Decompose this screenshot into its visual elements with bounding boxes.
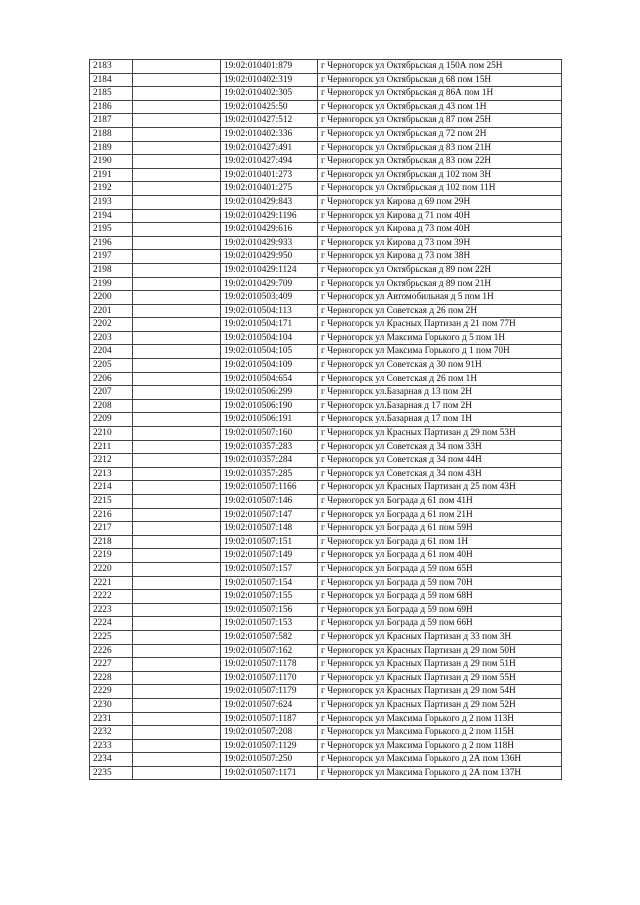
row-number-cell: 2220 bbox=[90, 562, 133, 576]
table-row bbox=[90, 481, 562, 495]
table-row bbox=[90, 386, 562, 400]
address-cell: г Черногорск ул Октябрьская д 43 пом 1Н bbox=[318, 100, 562, 114]
row-number-cell: 2212 bbox=[90, 454, 133, 468]
cadastral-number-cell: 19:02:010427:512 bbox=[221, 114, 318, 128]
empty-cell bbox=[133, 331, 221, 345]
table-row bbox=[90, 250, 562, 264]
row-number-cell: 2184 bbox=[90, 73, 133, 87]
cadastral-number-cell: 19:02:010506:190 bbox=[221, 399, 318, 413]
cadastral-number-cell: 19:02:010507:156 bbox=[221, 603, 318, 617]
cadastral-number-cell: 19:02:010507:1187 bbox=[221, 712, 318, 726]
empty-cell bbox=[133, 155, 221, 169]
address-cell: г Черногорск ул Максима Горького д 2 пом 113Н bbox=[318, 712, 562, 726]
table-row bbox=[90, 508, 562, 522]
table-row bbox=[90, 195, 562, 209]
address-cell: г Черногорск ул Советская д 26 пом 1Н bbox=[318, 372, 562, 386]
empty-cell bbox=[133, 698, 221, 712]
address-cell: г Черногорск ул Кирова д 73 пом 40Н bbox=[318, 223, 562, 237]
table-row bbox=[90, 141, 562, 155]
table-row bbox=[90, 277, 562, 291]
table-row bbox=[90, 413, 562, 427]
table-row bbox=[90, 590, 562, 604]
address-cell: г Черногорск ул Красных Партизан д 29 пом 54Н bbox=[318, 685, 562, 699]
table-row bbox=[90, 576, 562, 590]
cadastral-number-cell: 19:02:010402:319 bbox=[221, 73, 318, 87]
row-number-cell: 2192 bbox=[90, 182, 133, 196]
empty-cell bbox=[133, 685, 221, 699]
address-cell: г Черногорск ул Октябрьская д 102 пом 3Н bbox=[318, 168, 562, 182]
cadastral-number-cell: 19:02:010504:109 bbox=[221, 359, 318, 373]
row-number-cell: 2207 bbox=[90, 386, 133, 400]
address-cell: г Черногорск ул Бограда д 59 пом 70Н bbox=[318, 576, 562, 590]
address-cell: г Черногорск ул.Базарная д 17 пом 2Н bbox=[318, 399, 562, 413]
empty-cell bbox=[133, 726, 221, 740]
cadastral-number-cell: 19:02:010401:273 bbox=[221, 168, 318, 182]
table-row bbox=[90, 155, 562, 169]
empty-cell bbox=[133, 440, 221, 454]
empty-cell bbox=[133, 671, 221, 685]
empty-cell bbox=[133, 427, 221, 441]
table-row bbox=[90, 630, 562, 644]
empty-cell bbox=[133, 209, 221, 223]
cadastral-number-cell: 19:02:010507:250 bbox=[221, 753, 318, 767]
cadastral-number-cell: 19:02:010427:494 bbox=[221, 155, 318, 169]
table-row bbox=[90, 766, 562, 780]
row-number-cell: 2193 bbox=[90, 195, 133, 209]
row-number-cell: 2213 bbox=[90, 467, 133, 481]
table-row bbox=[90, 427, 562, 441]
cadastral-number-cell: 19:02:010507:582 bbox=[221, 630, 318, 644]
cadastral-number-cell: 19:02:010507:1170 bbox=[221, 671, 318, 685]
table-row bbox=[90, 399, 562, 413]
address-cell: г Черногорск ул Октябрьская д 72 пом 2Н bbox=[318, 127, 562, 141]
address-cell: г Черногорск ул Бограда д 59 пом 69Н bbox=[318, 603, 562, 617]
row-number-cell: 2187 bbox=[90, 114, 133, 128]
empty-cell bbox=[133, 590, 221, 604]
empty-cell bbox=[133, 467, 221, 481]
empty-cell bbox=[133, 413, 221, 427]
empty-cell bbox=[133, 304, 221, 318]
row-number-cell: 2224 bbox=[90, 617, 133, 631]
table-row bbox=[90, 223, 562, 237]
row-number-cell: 2229 bbox=[90, 685, 133, 699]
row-number-cell: 2205 bbox=[90, 359, 133, 373]
table-row bbox=[90, 304, 562, 318]
address-cell: г Черногорск ул Бограда д 61 пом 59Н bbox=[318, 522, 562, 536]
empty-cell bbox=[133, 766, 221, 780]
row-number-cell: 2228 bbox=[90, 671, 133, 685]
cadastral-number-cell: 19:02:010507:153 bbox=[221, 617, 318, 631]
empty-cell bbox=[133, 481, 221, 495]
empty-cell bbox=[133, 250, 221, 264]
table-row bbox=[90, 454, 562, 468]
empty-cell bbox=[133, 291, 221, 305]
address-cell: г Черногорск ул Максима Горького д 2 пом 115Н bbox=[318, 726, 562, 740]
table-row bbox=[90, 209, 562, 223]
empty-cell bbox=[133, 603, 221, 617]
cadastral-number-cell: 19:02:010504:104 bbox=[221, 331, 318, 345]
table-row bbox=[90, 291, 562, 305]
address-cell: г Черногорск ул Октябрьская д 102 пом 11Н bbox=[318, 182, 562, 196]
cadastral-number-cell: 19:02:010427:491 bbox=[221, 141, 318, 155]
row-number-cell: 2189 bbox=[90, 141, 133, 155]
empty-cell bbox=[133, 182, 221, 196]
empty-cell bbox=[133, 263, 221, 277]
empty-cell bbox=[133, 236, 221, 250]
table-row bbox=[90, 549, 562, 563]
address-cell: г Черногорск ул Максима Горького д 2А пом 137Н bbox=[318, 766, 562, 780]
address-cell: г Черногорск ул Кирова д 73 пом 39Н bbox=[318, 236, 562, 250]
empty-cell bbox=[133, 576, 221, 590]
address-cell: г Черногорск ул Октябрьская д 89 пом 22Н bbox=[318, 263, 562, 277]
cadastral-number-cell: 19:02:010507:149 bbox=[221, 549, 318, 563]
table-row bbox=[90, 603, 562, 617]
empty-cell bbox=[133, 739, 221, 753]
cadastral-number-cell: 19:02:010401:275 bbox=[221, 182, 318, 196]
table-row bbox=[90, 73, 562, 87]
address-cell: г Черногорск ул Красных Партизан д 33 пом 3Н bbox=[318, 630, 562, 644]
table-row bbox=[90, 685, 562, 699]
address-cell: г Черногорск ул Советская д 30 пом 91Н bbox=[318, 359, 562, 373]
table-row bbox=[90, 440, 562, 454]
table-row bbox=[90, 127, 562, 141]
row-number-cell: 2225 bbox=[90, 630, 133, 644]
address-cell: г Черногорск ул Красных Партизан д 21 пом 77Н bbox=[318, 318, 562, 332]
row-number-cell: 2185 bbox=[90, 87, 133, 101]
cadastral-number-cell: 19:02:010429:843 bbox=[221, 195, 318, 209]
empty-cell bbox=[133, 60, 221, 74]
empty-cell bbox=[133, 535, 221, 549]
cadastral-number-cell: 19:02:010425:50 bbox=[221, 100, 318, 114]
cadastral-number-cell: 19:02:010401:879 bbox=[221, 60, 318, 74]
address-cell: г Черногорск ул Красных Партизан д 29 пом 52Н bbox=[318, 698, 562, 712]
row-number-cell: 2186 bbox=[90, 100, 133, 114]
cadastral-number-cell: 19:02:010507:1129 bbox=[221, 739, 318, 753]
row-number-cell: 2203 bbox=[90, 331, 133, 345]
address-cell: г Черногорск ул Советская д 34 пом 33Н bbox=[318, 440, 562, 454]
table-row bbox=[90, 495, 562, 509]
cadastral-number-cell: 19:02:010507:624 bbox=[221, 698, 318, 712]
row-number-cell: 2194 bbox=[90, 209, 133, 223]
row-number-cell: 2209 bbox=[90, 413, 133, 427]
address-cell: г Черногорск ул Советская д 34 пом 44Н bbox=[318, 454, 562, 468]
cadastral-number-cell: 19:02:010507:208 bbox=[221, 726, 318, 740]
address-cell: г Черногорск ул Бограда д 59 пом 65Н bbox=[318, 562, 562, 576]
row-number-cell: 2183 bbox=[90, 60, 133, 74]
row-number-cell: 2232 bbox=[90, 726, 133, 740]
address-cell: г Черногорск ул Октябрьская д 87 пом 25Н bbox=[318, 114, 562, 128]
cadastral-number-cell: 19:02:010507:148 bbox=[221, 522, 318, 536]
empty-cell bbox=[133, 127, 221, 141]
address-cell: г Черногорск ул Октябрьская д 89 пом 21Н bbox=[318, 277, 562, 291]
cadastral-number-cell: 19:02:010506:191 bbox=[221, 413, 318, 427]
address-cell: г Черногорск ул Максима Горького д 1 пом 70Н bbox=[318, 345, 562, 359]
empty-cell bbox=[133, 114, 221, 128]
row-number-cell: 2217 bbox=[90, 522, 133, 536]
address-cell: г Черногорск ул Максима Горького д 2 пом 118Н bbox=[318, 739, 562, 753]
table-row bbox=[90, 739, 562, 753]
table-row bbox=[90, 114, 562, 128]
table-row bbox=[90, 671, 562, 685]
row-number-cell: 2208 bbox=[90, 399, 133, 413]
address-cell: г Черногорск ул Октябрьская д 68 пом 15Н bbox=[318, 73, 562, 87]
empty-cell bbox=[133, 223, 221, 237]
address-cell: г Черногорск ул.Базарная д 13 пом 2Н bbox=[318, 386, 562, 400]
property-register-table bbox=[89, 59, 562, 780]
address-cell: г Черногорск ул Октябрьская д 83 пом 22Н bbox=[318, 155, 562, 169]
row-number-cell: 2215 bbox=[90, 495, 133, 509]
row-number-cell: 2206 bbox=[90, 372, 133, 386]
address-cell: г Черногорск ул Бограда д 61 пом 21Н bbox=[318, 508, 562, 522]
cadastral-number-cell: 19:02:010429:616 bbox=[221, 223, 318, 237]
row-number-cell: 2198 bbox=[90, 263, 133, 277]
empty-cell bbox=[133, 386, 221, 400]
address-cell: г Черногорск ул Октябрьская д 86А пом 1Н bbox=[318, 87, 562, 101]
table-row bbox=[90, 535, 562, 549]
table-row bbox=[90, 467, 562, 481]
row-number-cell: 2199 bbox=[90, 277, 133, 291]
empty-cell bbox=[133, 168, 221, 182]
address-cell: г Черногорск ул Бограда д 61 пом 40Н bbox=[318, 549, 562, 563]
cadastral-number-cell: 19:02:010429:1124 bbox=[221, 263, 318, 277]
address-cell: г Черногорск ул Красных Партизан д 29 пом 51Н bbox=[318, 658, 562, 672]
table-row bbox=[90, 263, 562, 277]
cadastral-number-cell: 19:02:010504:171 bbox=[221, 318, 318, 332]
empty-cell bbox=[133, 195, 221, 209]
row-number-cell: 2226 bbox=[90, 644, 133, 658]
row-number-cell: 2219 bbox=[90, 549, 133, 563]
table-row bbox=[90, 698, 562, 712]
empty-cell bbox=[133, 277, 221, 291]
row-number-cell: 2223 bbox=[90, 603, 133, 617]
empty-cell bbox=[133, 318, 221, 332]
address-cell: г Черногорск ул Советская д 34 пом 43Н bbox=[318, 467, 562, 481]
row-number-cell: 2227 bbox=[90, 658, 133, 672]
address-cell: г Черногорск ул Красных Партизан д 25 пом 43Н bbox=[318, 481, 562, 495]
address-cell: г Черногорск ул Бограда д 59 пом 68Н bbox=[318, 590, 562, 604]
address-cell: г Черногорск ул.Базарная д 17 пом 1Н bbox=[318, 413, 562, 427]
table-row bbox=[90, 318, 562, 332]
row-number-cell: 2188 bbox=[90, 127, 133, 141]
table-row bbox=[90, 617, 562, 631]
empty-cell bbox=[133, 658, 221, 672]
address-cell: г Черногорск ул Красных Партизан д 29 пом 55Н bbox=[318, 671, 562, 685]
row-number-cell: 2210 bbox=[90, 427, 133, 441]
address-cell: г Черногорск ул Кирова д 69 пом 29Н bbox=[318, 195, 562, 209]
empty-cell bbox=[133, 712, 221, 726]
table-row bbox=[90, 60, 562, 74]
empty-cell bbox=[133, 359, 221, 373]
address-cell: г Черногорск ул Автомобильная д 5 пом 1Н bbox=[318, 291, 562, 305]
row-number-cell: 2195 bbox=[90, 223, 133, 237]
row-number-cell: 2200 bbox=[90, 291, 133, 305]
row-number-cell: 2233 bbox=[90, 739, 133, 753]
row-number-cell: 2231 bbox=[90, 712, 133, 726]
empty-cell bbox=[133, 345, 221, 359]
empty-cell bbox=[133, 141, 221, 155]
address-cell: г Черногорск ул Максима Горького д 2А пом 136Н bbox=[318, 753, 562, 767]
empty-cell bbox=[133, 644, 221, 658]
row-number-cell: 2221 bbox=[90, 576, 133, 590]
cadastral-number-cell: 19:02:010503:409 bbox=[221, 291, 318, 305]
table-row bbox=[90, 345, 562, 359]
cadastral-number-cell: 19:02:010429:1196 bbox=[221, 209, 318, 223]
empty-cell bbox=[133, 549, 221, 563]
cadastral-number-cell: 19:02:010507:157 bbox=[221, 562, 318, 576]
cadastral-number-cell: 19:02:010507:1179 bbox=[221, 685, 318, 699]
empty-cell bbox=[133, 100, 221, 114]
cadastral-number-cell: 19:02:010504:105 bbox=[221, 345, 318, 359]
cadastral-number-cell: 19:02:010507:154 bbox=[221, 576, 318, 590]
cadastral-number-cell: 19:02:010507:155 bbox=[221, 590, 318, 604]
address-cell: г Черногорск ул Максима Горького д 5 пом 1Н bbox=[318, 331, 562, 345]
table-row bbox=[90, 562, 562, 576]
row-number-cell: 2201 bbox=[90, 304, 133, 318]
table-row bbox=[90, 100, 562, 114]
row-number-cell: 2196 bbox=[90, 236, 133, 250]
table-row bbox=[90, 644, 562, 658]
row-number-cell: 2214 bbox=[90, 481, 133, 495]
table-row bbox=[90, 182, 562, 196]
cadastral-number-cell: 19:02:010504:113 bbox=[221, 304, 318, 318]
row-number-cell: 2234 bbox=[90, 753, 133, 767]
row-number-cell: 2197 bbox=[90, 250, 133, 264]
address-cell: г Черногорск ул Бограда д 61 пом 1Н bbox=[318, 535, 562, 549]
cadastral-number-cell: 19:02:010402:336 bbox=[221, 127, 318, 141]
cadastral-number-cell: 19:02:010507:1178 bbox=[221, 658, 318, 672]
address-cell: г Черногорск ул Кирова д 71 пом 40Н bbox=[318, 209, 562, 223]
empty-cell bbox=[133, 617, 221, 631]
table-row bbox=[90, 359, 562, 373]
cadastral-number-cell: 19:02:010357:285 bbox=[221, 467, 318, 481]
row-number-cell: 2190 bbox=[90, 155, 133, 169]
empty-cell bbox=[133, 753, 221, 767]
empty-cell bbox=[133, 454, 221, 468]
row-number-cell: 2191 bbox=[90, 168, 133, 182]
table-row bbox=[90, 753, 562, 767]
cadastral-number-cell: 19:02:010504:654 bbox=[221, 372, 318, 386]
table-row bbox=[90, 522, 562, 536]
address-cell: г Черногорск ул Бограда д 61 пом 41Н bbox=[318, 495, 562, 509]
table-body bbox=[90, 60, 562, 780]
row-number-cell: 2216 bbox=[90, 508, 133, 522]
cadastral-number-cell: 19:02:010507:151 bbox=[221, 535, 318, 549]
table-row bbox=[90, 372, 562, 386]
cadastral-number-cell: 19:02:010507:160 bbox=[221, 427, 318, 441]
empty-cell bbox=[133, 562, 221, 576]
cadastral-number-cell: 19:02:010429:709 bbox=[221, 277, 318, 291]
address-cell: г Черногорск ул Октябрьская д 150А пом 25Н bbox=[318, 60, 562, 74]
cadastral-number-cell: 19:02:010507:146 bbox=[221, 495, 318, 509]
row-number-cell: 2202 bbox=[90, 318, 133, 332]
row-number-cell: 2218 bbox=[90, 535, 133, 549]
empty-cell bbox=[133, 508, 221, 522]
table-row bbox=[90, 726, 562, 740]
address-cell: г Черногорск ул Бограда д 59 пом 66Н bbox=[318, 617, 562, 631]
table-row bbox=[90, 712, 562, 726]
table-row bbox=[90, 658, 562, 672]
row-number-cell: 2222 bbox=[90, 590, 133, 604]
cadastral-number-cell: 19:02:010429:950 bbox=[221, 250, 318, 264]
empty-cell bbox=[133, 399, 221, 413]
cadastral-number-cell: 19:02:010357:283 bbox=[221, 440, 318, 454]
empty-cell bbox=[133, 87, 221, 101]
empty-cell bbox=[133, 372, 221, 386]
cadastral-number-cell: 19:02:010402:305 bbox=[221, 87, 318, 101]
table-row bbox=[90, 236, 562, 250]
row-number-cell: 2211 bbox=[90, 440, 133, 454]
empty-cell bbox=[133, 73, 221, 87]
cadastral-number-cell: 19:02:010507:1171 bbox=[221, 766, 318, 780]
empty-cell bbox=[133, 522, 221, 536]
empty-cell bbox=[133, 495, 221, 509]
address-cell: г Черногорск ул Красных Партизан д 29 пом 50Н bbox=[318, 644, 562, 658]
address-cell: г Черногорск ул Кирова д 73 пом 38Н bbox=[318, 250, 562, 264]
table-row bbox=[90, 87, 562, 101]
table-row bbox=[90, 331, 562, 345]
cadastral-number-cell: 19:02:010507:147 bbox=[221, 508, 318, 522]
table-row bbox=[90, 168, 562, 182]
address-cell: г Черногорск ул Красных Партизан д 29 пом 53Н bbox=[318, 427, 562, 441]
cadastral-number-cell: 19:02:010429:933 bbox=[221, 236, 318, 250]
address-cell: г Черногорск ул Советская д 26 пом 2Н bbox=[318, 304, 562, 318]
empty-cell bbox=[133, 630, 221, 644]
cadastral-number-cell: 19:02:010507:162 bbox=[221, 644, 318, 658]
cadastral-number-cell: 19:02:010357:284 bbox=[221, 454, 318, 468]
address-cell: г Черногорск ул Октябрьская д 83 пом 21Н bbox=[318, 141, 562, 155]
cadastral-number-cell: 19:02:010506:299 bbox=[221, 386, 318, 400]
row-number-cell: 2204 bbox=[90, 345, 133, 359]
cadastral-number-cell: 19:02:010507:1166 bbox=[221, 481, 318, 495]
row-number-cell: 2230 bbox=[90, 698, 133, 712]
row-number-cell: 2235 bbox=[90, 766, 133, 780]
